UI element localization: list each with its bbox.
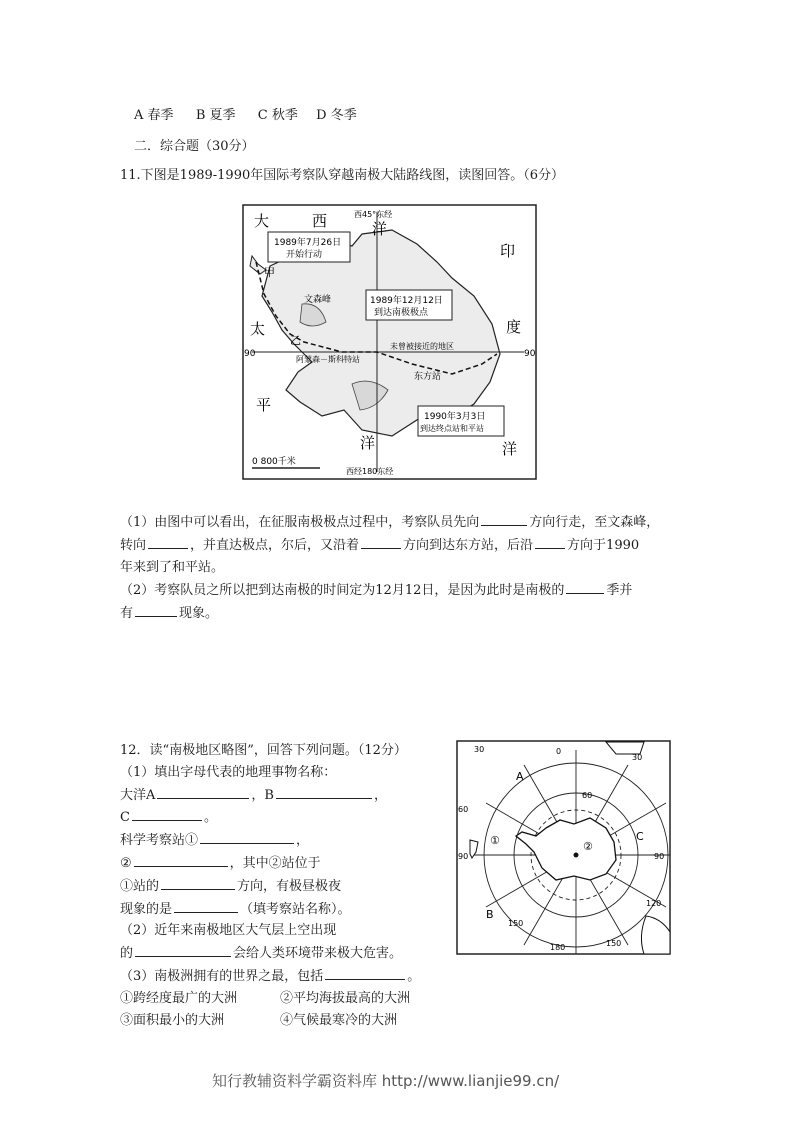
q11-p1-line3: 年来到了和平站。 [120,560,225,575]
deg-60-inner: 60 [582,791,593,800]
label-A: A [516,770,524,783]
place-vinson: 文森峰 [304,295,332,305]
q11-route-map [242,204,538,481]
deg-90-left: 90 [458,852,469,861]
q12-l7: 现象的是 （填考察站名称）。 [120,898,420,921]
q12-opt1: ①跨经度最广的大洲 [120,990,238,1006]
ocean-yang1: 洋 [372,220,388,238]
q10-options [134,104,357,123]
blank-station-name[interactable] [174,898,238,913]
box3-line2: 到达终点站和平站 [420,424,484,433]
q12-stem: 12．读“南极地区略图”，回答下列问题。（12分） [120,743,407,758]
right-90-label: 90 [524,349,536,359]
deg-90-right: 90 [654,852,665,861]
box1-line1: 1989年7月26日 [274,238,342,248]
deg-150-right: 150 [606,939,622,948]
blank-phenomenon[interactable] [135,602,177,617]
blank-station-2[interactable] [134,852,228,867]
blank-direction-3[interactable] [361,534,401,549]
deg-150-left: 150 [508,919,524,928]
label-C: C [636,830,644,843]
ocean-du: 度 [506,318,522,336]
q12-l4: 科学考察站① ， [120,829,420,852]
deg-180: 180 [550,943,566,952]
q12-l5: ② ，其中②站位于 [120,852,420,875]
deg-120: 120 [646,899,662,908]
deg-30-tl: 30 [474,745,485,754]
q12-text [120,740,420,1031]
ocean-da: 大 [254,212,270,230]
q11-answers [120,511,659,625]
q12-options-row2 [120,1010,420,1032]
ocean-ping: 平 [256,396,272,414]
ocean-yang3: 洋 [360,434,376,452]
scale-label: 0 800千米 [252,457,296,467]
label-B: B [486,908,494,921]
ocean-yin: 印 [500,242,516,260]
q12-l1: （1）填出字母代表的地理事物名称： [120,764,337,780]
box2-line2: 到达南极极点 [374,308,429,318]
station-amundsen: 阿蒙森－斯科特站 [296,355,360,364]
q11-stem: 11.下图是1989-1990年国际考察队穿越南极大陆路线图，读图回答。（6分） [120,168,565,183]
ocean-yang2: 洋 [502,440,518,458]
blank-season[interactable] [566,579,604,594]
blank-ozone[interactable] [135,942,231,957]
blank-superlatives[interactable] [325,965,405,980]
option-c: C 秋季 [257,108,298,123]
bottom-meridian-label: 西经180东经 [346,467,394,476]
q11-p2-line2: 有 现象。 [120,602,659,625]
footer-watermark[interactable]: 知行教辅资料学霸资料库 http://www.lianjie99.cn/ [212,1072,560,1090]
option-b: B 夏季 [195,108,236,123]
unknown-area: 未曾被接近的地区 [390,342,454,351]
q12-l9: 的 会给人类环境带来极大危害。 [120,942,420,965]
q11-p2-line1: （2）考察队员之所以把到达南极的时间定为12月12日，是因为此时是南极的 季并 [120,579,659,602]
box3-line1: 1990年3月3日 [424,412,486,422]
q12-l8: （2）近年来南极地区大气层上空出现 [120,923,337,939]
blank-ocean-a[interactable] [157,784,249,799]
q12-l10: （3）南极洲拥有的世界之最，包括 。 [120,965,420,988]
ocean-tai: 太 [250,320,266,338]
q12-opt4: ④气候最寒冷的大洲 [280,1012,398,1028]
section-title: 二．综合题（30分） [134,139,255,154]
box2-line1: 1989年12月12日 [370,296,443,306]
deg-60-left: 60 [458,805,469,814]
blank-ocean-c[interactable] [132,806,202,821]
deg-0: 0 [556,747,562,756]
q11-p1-line2: 转向 ，并直达极点，尔后，又沿着 方向到达东方站，后沿 方向于1990 [120,534,659,557]
blank-station-direction[interactable] [161,875,235,890]
top-meridian-label: 西45°东经 [354,210,393,219]
option-d: D 冬季 [316,108,357,123]
q12-opt2: ②平均海拔最高的大洲 [280,990,411,1006]
place-jia: 甲 [264,266,275,279]
label-station-1: ① [490,834,500,847]
q12-l2: 大洋A ，B ， [120,784,420,807]
blank-direction-4[interactable] [535,534,565,549]
q11-p1-line1: （1）由图中可以看出，在征服南极极点过程中，考察队员先向 方向行走，至文森峰， [120,511,659,534]
q12-l6: ①站的 方向，有极昼极夜 [120,875,420,898]
q12-l3: C 。 [120,806,420,829]
box1-line2: 开始行动 [286,250,323,260]
q12-polar-map [456,740,672,956]
q12-options-row1 [120,988,420,1010]
q12-opt3: ③面积最小的大洲 [120,1012,225,1028]
blank-ocean-b[interactable] [276,784,372,799]
option-a: A 春季 [134,108,174,123]
blank-station-1[interactable] [200,829,294,844]
left-90-label: 90 [244,349,256,359]
deg-30-tr: 30 [632,753,643,762]
blank-direction-1[interactable] [481,511,527,526]
station-east: 东方站 [414,372,442,382]
place-yi: 乙 [290,334,301,347]
ocean-xi: 西 [312,212,328,230]
label-station-2: ② [583,840,593,853]
blank-direction-2[interactable] [148,534,188,549]
